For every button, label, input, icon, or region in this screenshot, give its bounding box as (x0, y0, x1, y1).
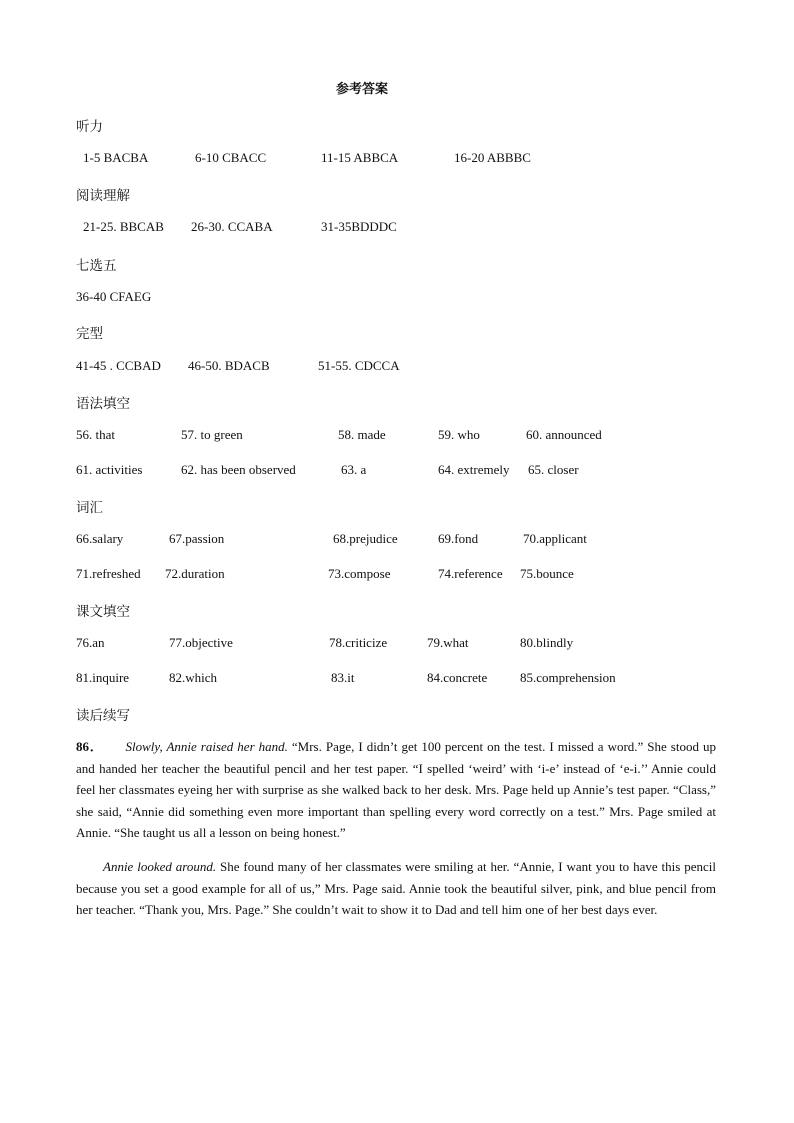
answer-cell: 69.fond (438, 531, 479, 546)
answer-cell: 80.blindly (520, 635, 574, 650)
answer-cell: 81.inquire (76, 670, 130, 685)
answer-cell: 83.it (331, 670, 355, 685)
question-number: 86． (76, 739, 104, 754)
answer-cell: 57. to green (181, 427, 243, 442)
answer-row (0, 289, 794, 307)
answer-row (0, 150, 794, 168)
section-heading-text-fill: 课文填空 (76, 604, 130, 620)
answer-cell: 61. activities (76, 462, 143, 477)
answer-cell: 73.compose (328, 566, 391, 581)
answer-cell: 66.salary (76, 531, 124, 546)
answer-cell: 74.reference (438, 566, 503, 581)
answer-cell: 6-10 CBACC (195, 150, 267, 165)
answer-row (0, 635, 794, 653)
answer-cell: 70.applicant (523, 531, 587, 546)
answer-cell: 21-25. BBCAB (83, 219, 164, 234)
answer-cell: 84.concrete (427, 670, 488, 685)
answer-row (0, 462, 794, 480)
answer-cell: 26-30. CCABA (191, 219, 273, 234)
section-heading-cloze: 完型 (76, 326, 103, 342)
section-heading-continuation-writing: 读后续写 (76, 708, 130, 724)
answer-cell: 75.bounce (520, 566, 574, 581)
answer-cell: 85.comprehension (520, 670, 616, 685)
answer-row (0, 670, 794, 688)
answer-cell: 59. who (438, 427, 480, 442)
answer-cell: 51-55. CDCCA (318, 358, 400, 373)
answer-cell: 78.criticize (329, 635, 388, 650)
paragraph-lead: Annie looked around. (103, 859, 217, 874)
answer-cell: 79.what (427, 635, 469, 650)
essay-paragraph-2 (76, 856, 716, 921)
page-title: 参考答案 (335, 82, 388, 97)
answer-cell: 58. made (338, 427, 386, 442)
section-heading-grammar: 语法填空 (76, 396, 130, 412)
answer-cell: 64. extremely (438, 462, 510, 477)
answer-cell: 16-20 ABBBC (454, 150, 531, 165)
answer-cell: 67.passion (169, 531, 225, 546)
answer-row (0, 566, 794, 584)
section-heading-listening: 听力 (76, 119, 103, 135)
answer-cell: 41-45 . CCBAD (76, 358, 161, 373)
answer-cell: 76.an (76, 635, 105, 650)
answer-cell: 71.refreshed (76, 566, 141, 581)
answer-row (0, 427, 794, 445)
answer-cell: 11-15 ABBCA (321, 150, 399, 165)
answer-cell: 72.duration (165, 566, 225, 581)
answer-cell: 82.which (169, 670, 218, 685)
answer-row (0, 219, 794, 237)
answer-row (0, 358, 794, 376)
answer-cell: 46-50. BDACB (188, 358, 270, 373)
section-heading-vocabulary: 词汇 (76, 500, 103, 516)
paragraph-lead: Slowly, Annie raised her hand. (125, 739, 288, 754)
essay-paragraph-1 (76, 736, 716, 844)
paragraph-body: “Mrs. Page, I didn’t get 100 percent on the test. I missed a word.” She stood up and handed her teacher the beautiful pencil and her test paper. “I spelled ‘weird’ with ‘i-e’ instead of ‘e-i.’’ Annie could feel her classmates eyeing her with surprise as she walked back to her desk. Mrs. Page held up Annie’s test paper. “Class,” she said, “Annie did something even more important than spelling every word correctly on a test.” Mrs. Page smiled at Annie. “She taught us all a lesson on being honest.” (76, 739, 716, 840)
paragraph-body: She found many of her classmates were smiling at her. “Annie, I want you to have this pencil because you set a good example for all of us,” Mrs. Page said. Annie took the beautiful silver, pink, and blue pencil from her teacher. “Thank you, Mrs. Page.” She couldn’t wait to show it to Dad and tell him one of her best days ever. (76, 859, 716, 917)
answer-cell: 60. announced (526, 427, 602, 442)
answer-cell: 1-5 BACBA (83, 150, 149, 165)
answer-cell: 36-40 CFAEG (76, 289, 152, 304)
answer-cell: 62. has been observed (181, 462, 296, 477)
answer-cell: 31-35BDDDC (321, 219, 397, 234)
answer-cell: 63. a (341, 462, 367, 477)
answer-cell: 77.objective (169, 635, 233, 650)
answer-cell: 68.prejudice (333, 531, 398, 546)
answer-cell: 56. that (76, 427, 115, 442)
section-heading-reading: 阅读理解 (76, 188, 130, 204)
answer-row (0, 531, 794, 549)
section-heading-seven-choose-five: 七选五 (76, 258, 117, 274)
answer-cell: 65. closer (528, 462, 579, 477)
